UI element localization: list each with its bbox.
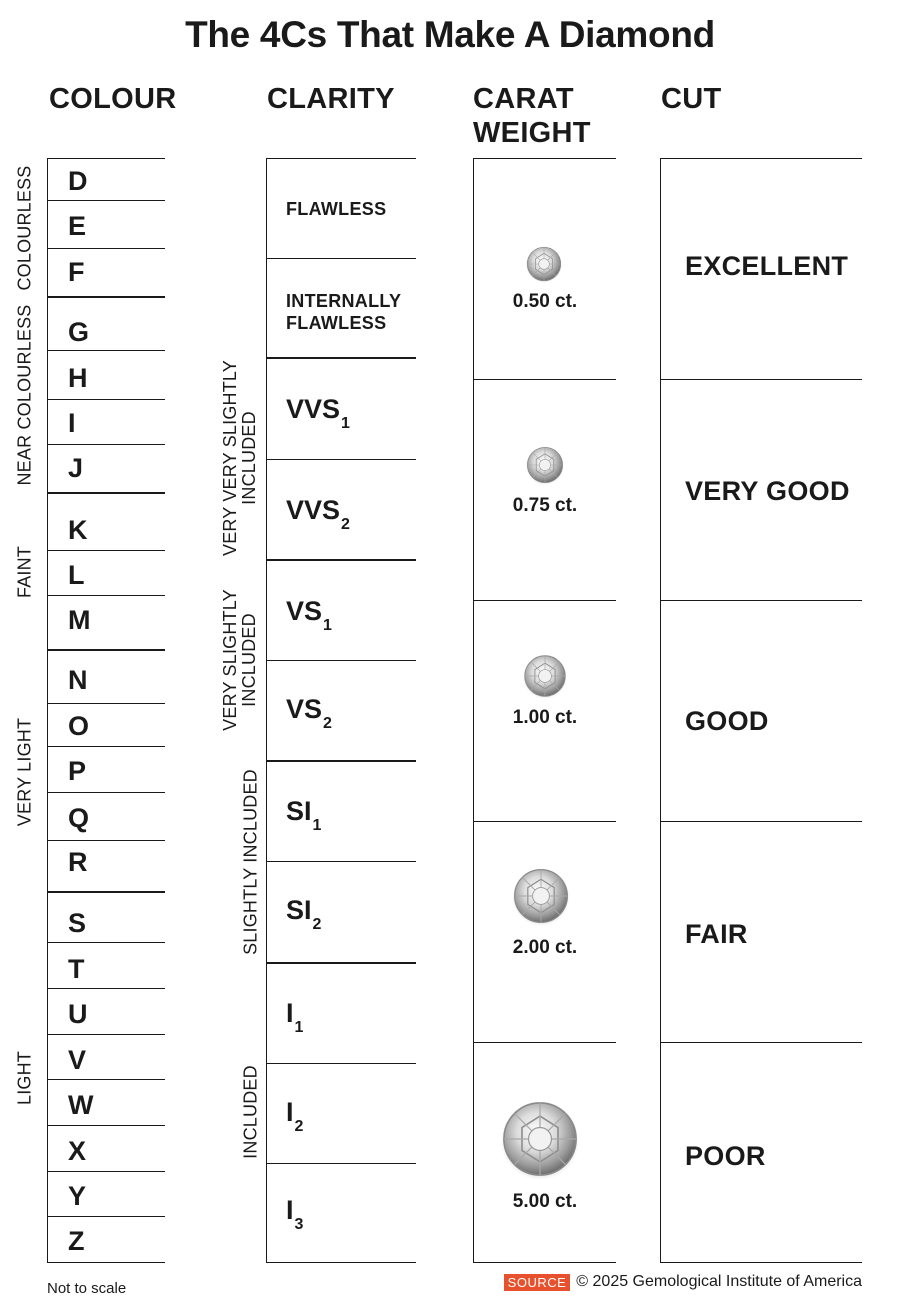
colour-grade-h: H [68,363,88,393]
diamond-500-icon [499,1098,581,1180]
colour-grade-i: I [68,408,76,438]
colour-grade-g: G [68,317,90,347]
clarity-group-vs: VERY SLIGHTLY INCLUDED [220,589,259,731]
clarity-scale-border [266,158,267,1263]
colour-grade-e: E [68,211,87,241]
colour-grade-z: Z [68,1226,85,1256]
colour-group-light: LIGHT [14,1050,35,1106]
colour-group-near-colourless: NEAR COLOURLESS [14,304,35,486]
cut-grade-poor: POOR [685,1141,766,1171]
diamond-200-icon [511,866,571,926]
clarity-flawless: FLAWLESS [286,199,387,219]
colour-grade-t: T [68,954,85,984]
colour-grade-n: N [68,665,88,695]
carat-label-075: 0.75 ct. [512,495,578,516]
cut-grade-good: GOOD [685,706,769,736]
not-to-scale-note: Not to scale [47,1280,127,1297]
clarity-heading: CLARITY [267,83,395,115]
colour-grade-u: U [68,999,88,1029]
diamond-100-icon [522,653,568,699]
colour-grade-w: W [68,1090,94,1120]
colour-scale-border [47,158,48,1263]
carat-label-500: 5.00 ct. [512,1191,578,1212]
clarity-grade-i3: $I_3$ [286,1195,304,1233]
clarity-grade-vvs1: $VVS_1$ [286,394,350,432]
clarity-grade-vvs2: $VVS_2$ [286,495,350,533]
colour-grade-o: O [68,711,90,741]
carat-heading-line1: CARAT [473,83,574,115]
clarity-grade-si1: $SI_1$ [286,796,322,834]
carat-heading-line2: WEIGHT [473,117,591,149]
colour-grade-l: L [68,560,85,590]
colour-group-very-light: VERY LIGHT [14,717,35,827]
colour-grade-j: J [68,453,84,483]
source-badge: SOURCE [504,1274,571,1291]
colour-heading: COLOUR [49,83,177,115]
colour-grade-s: S [68,908,87,938]
diamond-075-icon [525,445,565,485]
colour-grade-k: K [68,515,88,545]
colour-group-faint: FAINT [14,545,35,599]
colour-grade-f: F [68,257,85,287]
clarity-internally-flawless-line1: INTERNALLY [286,291,402,311]
colour-grade-d: D [68,166,88,196]
page-title: The 4Cs That Make A Diamond [185,14,715,55]
colour-grade-r: R [68,847,88,877]
clarity-grade-vs1: $VS_1$ [286,596,332,634]
credit-text: © 2025 Gemological Institute of America [576,1273,862,1290]
clarity-group-included: INCLUDED [240,1065,261,1159]
clarity-internally-flawless-line2: FLAWLESS [286,313,387,333]
carat-label-100: 1.00 ct. [512,707,578,728]
clarity-grade-i2: $I_2$ [286,1097,304,1135]
clarity-grade-i1: $I_1$ [286,998,304,1036]
source-credit [504,1273,862,1291]
clarity-group-si: SLIGHTLY INCLUDED [240,769,261,955]
colour-group-colourless: COLOURLESS [14,165,35,291]
colour-grade-v: V [68,1045,87,1075]
clarity-group-vvs: VERY VERY SLIGHTLY INCLUDED [220,359,259,557]
cut-grade-excellent: EXCELLENT [685,251,849,281]
cut-grade-fair: FAIR [685,919,748,949]
carat-label-050: 0.50 ct. [512,291,578,312]
cut-scale-border [660,158,661,1263]
diamond-050-icon [525,245,563,283]
carat-label-200: 2.00 ct. [512,937,578,958]
cut-heading: CUT [661,83,722,115]
colour-grade-y: Y [68,1181,87,1211]
colour-grade-x: X [68,1136,87,1166]
clarity-grade-si2: $SI_2$ [286,895,322,933]
colour-grade-m: M [68,605,91,635]
colour-grade-q: Q [68,803,90,833]
clarity-grade-vs2: $VS_2$ [286,694,332,732]
colour-grade-p: P [68,756,87,786]
cut-grade-very-good: VERY GOOD [685,476,850,506]
